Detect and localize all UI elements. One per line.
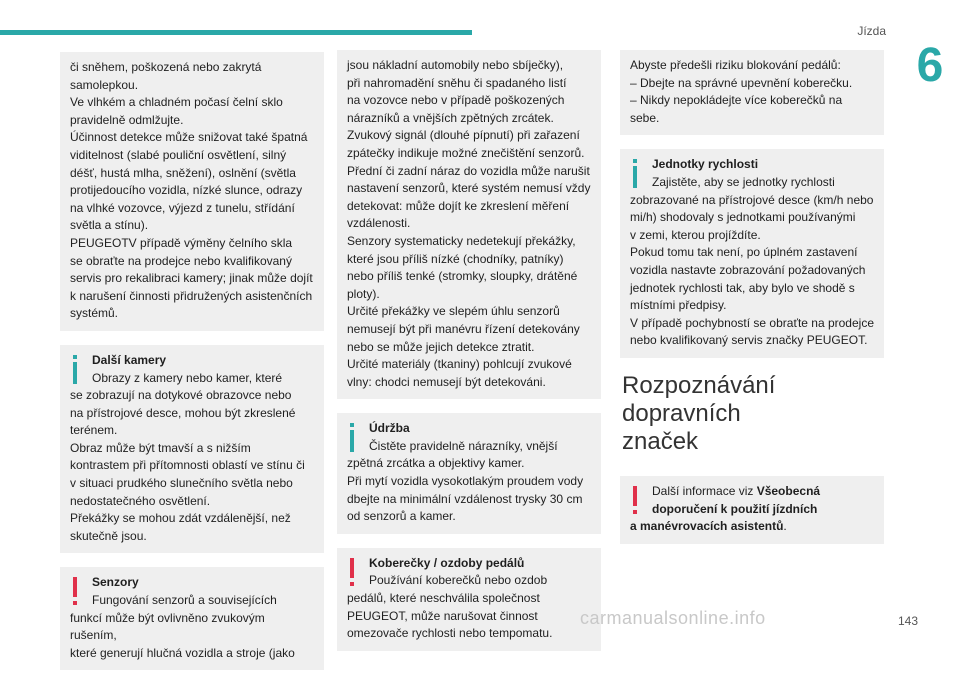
text-line: vzdálenosti. [347,216,411,231]
text-line [630,518,874,536]
text-line: terénem. [70,423,118,438]
text-line: Určité materiály (tkaniny) pohlcují zvukové [347,357,572,372]
top-accent-bar [0,30,472,35]
warning-box-traffic-signs [620,476,884,544]
text-line: se zobrazují na dotykové obrazovce nebo [70,388,292,403]
text-line: na vlhké vozovce, výjezd z tunelu, střídání [70,200,295,215]
text-line: Fungování senzorů a souvisejících [92,593,277,608]
column-3 [620,50,884,558]
text-line: na vozovce nebo v případě poškozených [347,93,565,108]
text-line: jednotek rychlosti tak, aby bylo ve shodě s [630,280,855,295]
cross-reference: doporučení k použití jízdních [652,501,818,516]
text-line: nebo se může jejich detekce ztratit. [347,339,535,354]
text-line: PEUGEOTV případě výměny čelního skla [70,235,293,250]
text-line: funkcí může být ovlivněno zvukovým rušením, [70,610,265,643]
text-line: Určité překážky ve slepém úhlu senzorů [347,304,560,319]
text-line: místními předpisy. [630,298,727,313]
text-line: zobrazované na přístrojové desce (km/h nebo [630,192,874,207]
info-box-other-cameras [60,345,324,554]
text-line: Abyste předešli riziku blokování pedálů: [630,58,841,72]
text-line: Zajistěte, aby se jednotky rychlosti [652,174,835,189]
text-line: při nahromadění sněhu či spadaného listí [347,75,567,90]
text-line: pedálů, které neschválila společnost [347,591,540,606]
text-line: vlny: chodci nemusejí být detekováni. [347,374,546,389]
text-line: nemusejí být při manévru řízení detekovány [347,321,580,336]
warning-box-sensors [60,567,324,670]
text-line: zpětná zrcátka a objektivy kamer. [347,456,525,471]
text-line: se obraťte na prodejce nebo kvalifikovaný [70,253,292,268]
text-line: Senzory systematicky nedetekují překážky, [347,233,576,248]
text-line: – Nikdy nepokládejte více koberečků na [630,93,843,108]
text-line: pravidelně odmlžujte. [70,112,184,127]
text-line: Pokud tomu tak není, po úplném zastavení [630,245,858,260]
warning-icon [347,558,357,588]
box-title: Jednotky rychlosti [652,157,759,172]
text-line: samolepkou. [70,77,139,92]
text-line: Při mytí vozidla vysokotlakým proudem vody [347,474,584,489]
cross-reference: Všeobecná [756,483,821,498]
text-line: nastavení senzorů, které systém nemusí vždy [347,181,591,196]
text-line: – Dbejte na správné upevnění koberečku. [630,75,853,90]
text-line: systémů. [70,306,119,321]
text-line: Účinnost detekce může snižovat také špatná [70,130,308,145]
cross-reference: a manévrovacích asistentů [630,519,784,534]
text-line: PEUGEOT, může narušovat činnost [347,608,538,623]
text-line: mi/h) shodovaly s jednotkami používanými [630,210,856,225]
text-line: Obrazy z kamery nebo kamer, které [92,370,283,385]
box-title: Další kamery [92,352,167,367]
text-line: detekovat: může dojít ke zkreslení měření [347,198,570,213]
box-title: Údržba [369,421,410,436]
text-line: dbejte na minimální vzdálenost trysky 30 cm [347,491,583,506]
text-line: k narušení činnosti přidružených asistenčních [70,288,313,303]
column-1 [60,52,324,684]
text-line: déšť, hustá mlha, sněžení), oslnění (světla [70,165,296,180]
box-title: Senzory [92,575,139,590]
info-icon [347,423,357,453]
text-line: zpátečky indikuje možné znečištění senzorů. [347,145,585,160]
info-box-speed-units [620,149,884,358]
text-line: či sněhem, poškozená nebo zakrytá [70,60,262,74]
info-box-maintenance [337,413,601,534]
text-line: světla a stínu). [70,218,149,233]
text-line [630,483,874,501]
text-line: sebe. [630,110,660,125]
section-title: Jízda [857,24,886,38]
text-line: servis pro rekalibraci kamery; jinak může dojít [70,271,313,286]
warning-icon [70,577,80,607]
heading-line: Rozpoznávání dopravních [622,371,776,427]
text-line: jsou nákladní automobily nebo sbíječky), [347,58,564,72]
text-line: ploty). [347,286,380,301]
column-2 [337,50,601,665]
text-line: v situaci prudkého slunečního světla nebo [70,476,293,491]
text-line: které jsou příliš nízké (chodníky, patníky) [347,251,564,266]
warning-box-floor-mats [337,548,601,651]
text-line: Přední či zadní náraz do vozidla může narušit [347,163,590,178]
text-line: skutečně jsou. [70,528,147,543]
info-icon [70,355,80,385]
text-line: nebo kvalifikovaný servis značky PEUGEOT. [630,333,868,348]
text-line: vozidla nastavte zobrazování požadovaných [630,262,866,277]
section-heading [622,372,884,456]
text-fragment: Další informace viz [652,483,757,498]
page-number: 143 [897,614,918,628]
text-line: Čistěte pravidelně nárazníky, vnější [369,438,558,453]
text-line [630,501,874,519]
text-line: Obraz může být tmavší a s nižším [70,440,251,455]
text-line: v zemi, kterou projíždíte. [630,227,761,242]
heading-line: značek [622,427,699,455]
text-fragment: . [783,519,787,534]
text-box-pedal-blocking [620,50,884,135]
text-line: Používání koberečků nebo ozdob [369,573,548,588]
watermark: carmanualsonline.info [580,608,766,628]
text-line: Zvukový signál (dlouhé pípnutí) při zařazení [347,128,580,143]
text-line: na přístrojové desce, mohou být zkreslené [70,405,296,420]
text-line: Překážky se mohou zdát vzdálenější, než [70,511,291,526]
text-line: viditelnost (slabé pouliční osvětlení, silný [70,147,287,162]
text-line: které generují hlučná vozidla a stroje (jako [70,645,295,660]
text-line: nárazníků a vnějších zpětných zrcátek. [347,110,554,125]
text-line: protijedoucího vozidla, nízké slunce, odrazy [70,183,303,198]
text-line: kontrastem při přítomnosti oblastí ve stínu či [70,458,305,473]
box-title: Koberečky / ozdoby pedálů [369,555,525,570]
text-line: nebo příliš tenké (stromky, sloupky, drátěné [347,269,578,284]
info-icon [630,159,640,189]
text-line: od senzorů a kamer. [347,509,456,524]
text-line: nedostatečného osvětlení. [70,493,211,508]
text-line: V případě pochybností se obraťte na prodejce [630,315,874,330]
text-line: Ve vlhkém a chladném počasí čelní sklo [70,95,283,110]
warning-icon [630,486,640,516]
text-box-sensor-limits [337,50,601,399]
text-line: omezovače rychlosti nebo tempomatu. [347,626,553,641]
chapter-number: 6 [916,39,944,92]
text-box-camera-visibility [60,52,324,331]
